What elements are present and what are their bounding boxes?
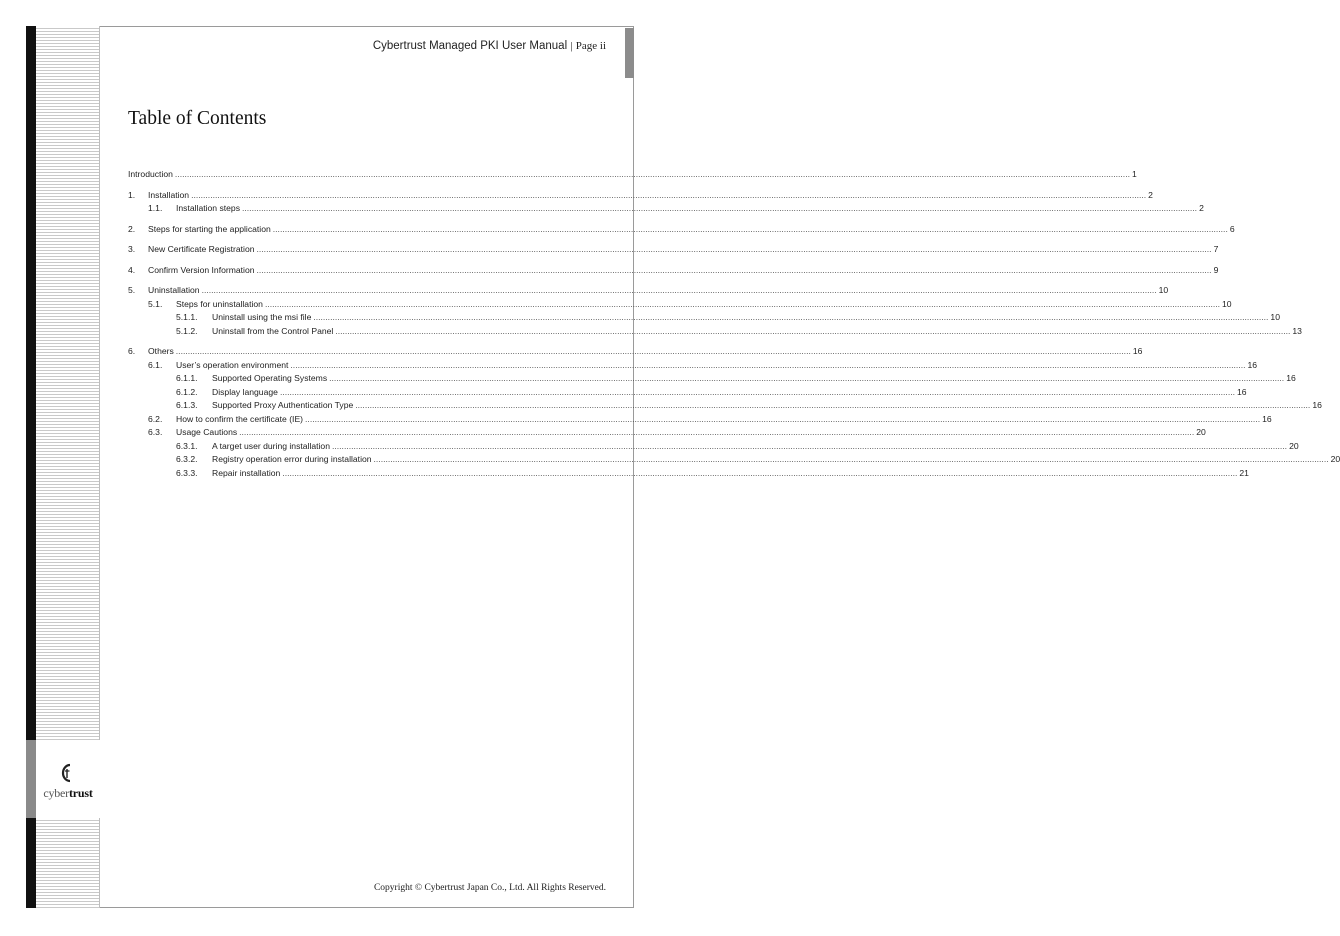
toc-entry-text: Usage Cautions	[176, 427, 238, 437]
toc-entry-page: 21	[1239, 467, 1249, 478]
table-of-contents	[128, 168, 1340, 480]
toc-dot-leader: ................................................................................................................................................................................................................................................................................................................................................................................................................	[174, 169, 1130, 179]
toc-dot-leader: ................................................................................................................................................................................................................................................................................................................................................................................................................	[355, 400, 1311, 410]
toc-dot-leader: ................................................................................................................................................................................................................................................................................................................................................................................................................	[335, 325, 1291, 336]
toc-entry[interactable]	[128, 168, 1137, 182]
logo-grey-bar	[26, 740, 36, 818]
header-separator: |	[570, 40, 573, 52]
toc-entry-page: 13	[1292, 325, 1302, 336]
toc-entry-text: Uninstall using the msi file	[212, 312, 312, 322]
toc-entry[interactable]	[128, 264, 1219, 278]
running-header	[373, 40, 606, 52]
toc-dot-leader: ................................................................................................................................................................................................................................................................................................................................................................................................................	[305, 413, 1261, 424]
toc-dot-leader: ................................................................................................................................................................................................................................................................................................................................................................................................................	[191, 189, 1147, 200]
toc-entry[interactable]	[128, 359, 1258, 373]
toc-entry[interactable]	[128, 202, 1204, 216]
toc-entry[interactable]	[128, 413, 1272, 427]
toc-entry-number: 4.	[128, 264, 136, 275]
toc-entry-number: 6.3.3.	[176, 467, 198, 478]
copyright-footer: Copyright © Cybertrust Japan Co., Ltd. All Rights Reserved.	[373, 883, 606, 893]
toc-entry-number: 5.1.2.	[176, 325, 198, 336]
toc-entry-page: 16	[1262, 413, 1272, 424]
toc-entry-page: 20	[1196, 427, 1206, 437]
toc-entry-number: 3.	[128, 244, 136, 254]
toc-entry-text: Display language	[212, 386, 278, 397]
toc-dot-leader: ................................................................................................................................................................................................................................................................................................................................................................................................................	[239, 427, 1195, 437]
toc-entry-page: 9	[1213, 264, 1219, 275]
toc-dot-leader: ................................................................................................................................................................................................................................................................................................................................................................................................................	[279, 386, 1235, 397]
toc-entry-number: 6.	[128, 346, 136, 356]
toc-entry-text: Others	[148, 346, 174, 356]
toc-dot-leader: ................................................................................................................................................................................................................................................................................................................................................................................................................	[282, 467, 1238, 478]
toc-dot-leader: ................................................................................................................................................................................................................................................................................................................................................................................................................	[313, 312, 1269, 322]
cybertrust-logo-icon	[58, 762, 74, 784]
page-title: Table of Contents	[128, 108, 267, 129]
logo-wordmark: cybertrust	[43, 786, 93, 800]
toc-dot-leader: ................................................................................................................................................................................................................................................................................................................................................................................................................	[264, 298, 1221, 309]
toc-entry-page: 16	[1247, 359, 1258, 370]
toc-entry[interactable]	[128, 453, 1340, 467]
toc-entry-text: New Certificate Registration	[148, 244, 255, 254]
scrollbar-thumb[interactable]	[625, 28, 634, 78]
toc-entry-number: 6.3.	[148, 427, 163, 437]
toc-entry-text: Registry operation error during installation	[212, 454, 372, 464]
toc-entry-text: A target user during installation	[212, 440, 330, 451]
toc-entry[interactable]	[128, 284, 1169, 298]
toc-entry-number: 5.	[128, 285, 136, 295]
toc-entry-number: 5.1.	[148, 298, 163, 309]
toc-entry-text: How to confirm the certificate (IE)	[176, 413, 304, 424]
toc-entry-number: 6.1.1.	[176, 373, 198, 383]
manual-title: Cybertrust Managed PKI User Manual	[372, 40, 568, 52]
toc-entry-text: Introduction	[128, 169, 173, 179]
toc-entry[interactable]	[128, 243, 1219, 257]
toc-entry-page: 20	[1289, 440, 1299, 451]
toc-entry[interactable]	[128, 325, 1302, 339]
toc-entry-page: 7	[1213, 244, 1219, 254]
toc-entry[interactable]	[128, 345, 1143, 359]
toc-entry-number: 1.	[128, 189, 136, 200]
toc-entry[interactable]	[128, 399, 1322, 413]
toc-dot-leader: ................................................................................................................................................................................................................................................................................................................................................................................................................	[242, 203, 1198, 213]
toc-entry-page: 10	[1270, 312, 1280, 322]
toc-entry-text: Steps for uninstallation	[176, 298, 263, 309]
toc-entry-page: 1	[1131, 169, 1137, 179]
page-label: Page ii	[575, 40, 606, 52]
toc-entry-text: Repair installation	[212, 467, 281, 478]
toc-entry-page: 2	[1199, 203, 1204, 213]
toc-entry-text: Installation	[148, 189, 190, 200]
toc-entry-page: 2	[1148, 189, 1153, 200]
toc-entry-text: Installation steps	[176, 203, 241, 213]
toc-entry-number: 6.2.	[148, 413, 163, 424]
toc-entry-page: 10	[1222, 298, 1232, 309]
toc-entry-text: Uninstallation	[148, 285, 200, 295]
toc-entry-page: 16	[1237, 386, 1247, 397]
toc-entry-page: 16	[1286, 373, 1296, 383]
toc-entry-page: 16	[1312, 400, 1322, 410]
toc-entry-text: Supported Operating Systems	[212, 373, 328, 383]
toc-entry-text: Uninstall from the Control Panel	[212, 325, 334, 336]
toc-entry[interactable]	[128, 298, 1232, 312]
toc-dot-leader: ................................................................................................................................................................................................................................................................................................................................................................................................................	[373, 454, 1329, 464]
toc-dot-leader: ................................................................................................................................................................................................................................................................................................................................................................................................................	[290, 359, 1246, 370]
toc-entry[interactable]	[128, 426, 1206, 440]
toc-dot-leader: ................................................................................................................................................................................................................................................................................................................................................................................................................	[175, 346, 1131, 356]
toc-entry-text: Confirm Version Information	[148, 264, 255, 275]
toc-entry[interactable]	[128, 223, 1235, 237]
toc-entry-page: 16	[1132, 346, 1143, 356]
toc-entry[interactable]	[128, 386, 1247, 400]
toc-entry-number: 6.1.3.	[176, 400, 198, 410]
toc-entry-number: 6.1.	[148, 359, 163, 370]
toc-entry[interactable]	[128, 372, 1296, 386]
toc-dot-leader: ................................................................................................................................................................................................................................................................................................................................................................................................................	[272, 223, 1228, 234]
toc-dot-leader: ................................................................................................................................................................................................................................................................................................................................................................................................................	[332, 440, 1288, 451]
toc-entry[interactable]	[128, 311, 1280, 325]
toc-entry-text: User’s operation environment	[176, 359, 289, 370]
toc-entry-number: 6.1.2.	[176, 386, 198, 397]
toc-entry-number: 5.1.1.	[176, 312, 198, 322]
toc-entry-text: Supported Proxy Authentication Type	[212, 400, 354, 410]
toc-entry[interactable]	[128, 440, 1299, 454]
toc-entry-number: 1.1.	[148, 203, 163, 213]
toc-entry-text: Steps for starting the application	[148, 223, 271, 234]
toc-entry-page: 20	[1330, 454, 1340, 464]
toc-entry-page: 6	[1229, 223, 1235, 234]
toc-entry-number: 2.	[128, 223, 136, 234]
toc-dot-leader: ................................................................................................................................................................................................................................................................................................................................................................................................................	[329, 373, 1285, 383]
toc-entry[interactable]	[128, 189, 1153, 203]
toc-dot-leader: ................................................................................................................................................................................................................................................................................................................................................................................................................	[256, 244, 1212, 254]
toc-dot-leader: ................................................................................................................................................................................................................................................................................................................................................................................................................	[256, 264, 1212, 275]
toc-entry-number: 6.3.1.	[176, 440, 198, 451]
toc-entry-page: 10	[1158, 285, 1169, 295]
toc-entry[interactable]	[128, 467, 1249, 481]
toc-dot-leader: ................................................................................................................................................................................................................................................................................................................................................................................................................	[201, 285, 1157, 295]
toc-entry-number: 6.3.2.	[176, 454, 198, 464]
